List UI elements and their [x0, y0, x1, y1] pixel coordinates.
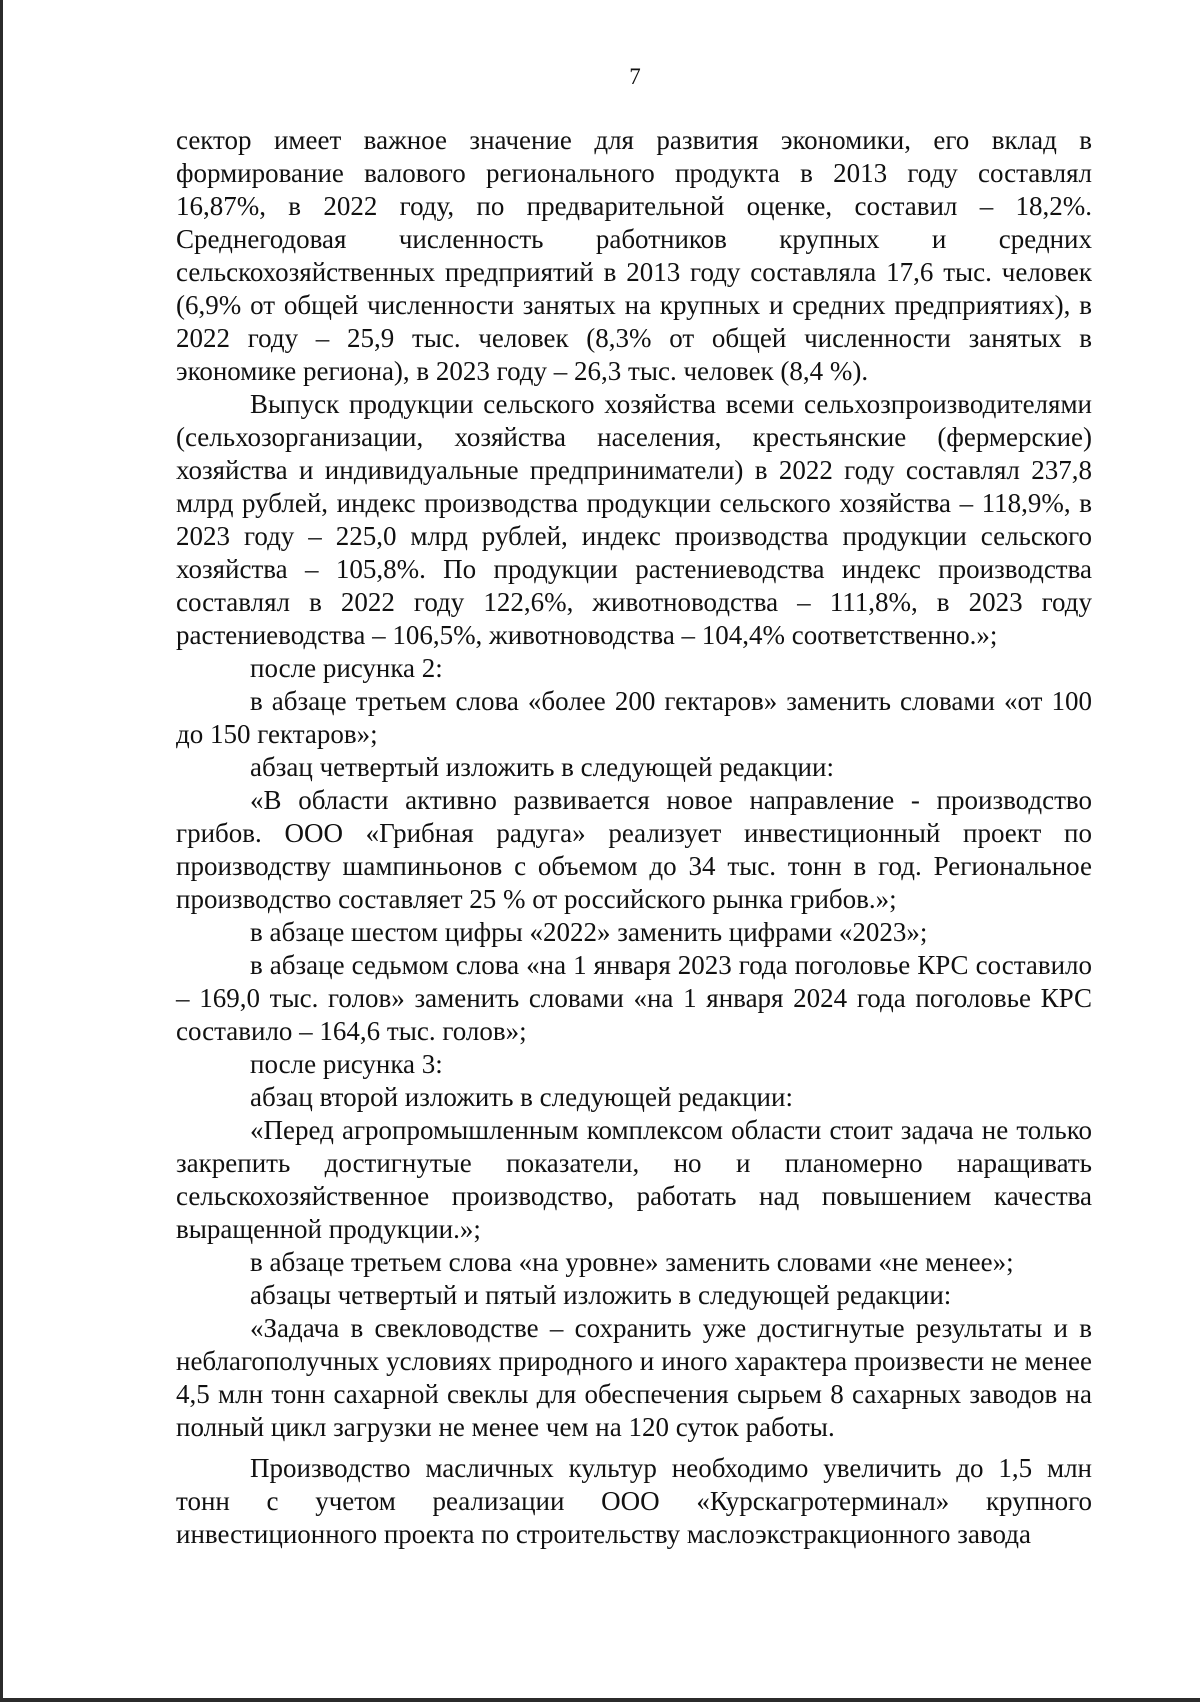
paragraph-second-heading: абзац второй изложить в следующей редакции: [250, 1082, 793, 1112]
paragraph-sugar-beet: «Задача в свекловодстве – сохранить уже достигнутые результаты и в неблагополучных условиях природного и иного характера произвести не менее 4,5 млн тонн сахарной свеклы для обеспечения сырьем 8 сахарных заводов на полный цикл загрузки не менее чем на 120 суток работы. [176, 1313, 1092, 1442]
paragraph-after-figure-3: после рисунка 3: [250, 1049, 443, 1079]
paragraph-after-figure-2: после рисунка 2: [250, 653, 443, 683]
document-body [176, 124, 1092, 1551]
paragraph-seventh-amendment: в абзаце седьмом слова «на 1 января 2023 года поголовье КРС составило – 169,0 тыс. голов» заменить словами «на 1 января 2024 года поголовье КРС составило – 164,6 тыс. голов»; [176, 950, 1092, 1046]
paragraph-third-replacement: в абзаце третьем слова «на уровне» заменить словами «не менее»; [250, 1247, 1014, 1277]
scan-bottom-edge [0, 1698, 1200, 1702]
paragraph-agro-complex-task: «Перед агропромышленным комплексом области стоит задача не только закрепить достигнутые показатели, но и планомерно наращивать сельскохозяйственное производство, работать над повышением качества выращенной продукции.»; [176, 1115, 1092, 1244]
paragraph-sixth-amendment: в абзаце шестом цифры «2022» заменить цифрами «2023»; [250, 917, 928, 947]
paragraph-oilseeds: Производство масличных культур необходимо увеличить до 1,5 млн тонн с учетом реализации ООО «Курскагротерминал» крупного инвестиционного проекта по строительству маслоэкстракционного завода [176, 1453, 1092, 1549]
paragraph-mushrooms: «В области активно развивается новое направление - производство грибов. ООО «Грибная радуга» реализует инвестиционный проект по производству шампиньонов с объемом до 34 тыс. тонн в год. Региональное производство составляет 25 % от российского рынка грибов.»; [176, 785, 1092, 914]
paragraph-third-amendment: в абзаце третьем слова «более 200 гектаров» заменить словами «от 100 до 150 гектаров»; [176, 686, 1092, 749]
scan-left-edge [0, 0, 3, 1702]
paragraph-agricultural-output: Выпуск продукции сельского хозяйства всеми сельхозпроизводителями (сельхозорганизации, хозяйства населения, крестьянские (фермерские) хозяйства и индивидуальные предприниматели) в 2022 году составлял 237,8 млрд рублей, индекс производства продукции сельского хозяйства – 118,9%, в 2023 году – 225,0 млрд рублей, индекс производства продукции сельского хозяйства – 105,8%. По продукции растениеводства индекс производства составлял в 2022 году 122,6%, животноводства – 111,8%, в 2023 году растениеводства – 106,5%, животноводства – 104,4% соответственно.»; [176, 389, 1092, 650]
paragraph-fourth-heading: абзац четвертый изложить в следующей редакции: [250, 752, 834, 782]
paragraph-sector-continuation: сектор имеет важное значение для развития экономики, его вклад в формирование валового регионального продукта в 2013 году составлял 16,87%, в 2022 году, по предварительной оценке, составил – 18,2%. Среднегодовая численность работников крупных и средних сельскохозяйственных предприятий в 2013 году составляла 17,6 тыс. человек (6,9% от общей численности занятых на крупных и средних предприятиях), в 2022 году – 25,9 тыс. человек (8,3% от общей численности занятых в экономике региона), в 2023 году – 26,3 тыс. человек (8,4 %). [176, 125, 1092, 386]
paragraph-fourth-fifth-heading: абзацы четвертый и пятый изложить в следующей редакции: [250, 1280, 952, 1310]
page-number: 7 [629, 64, 641, 89]
